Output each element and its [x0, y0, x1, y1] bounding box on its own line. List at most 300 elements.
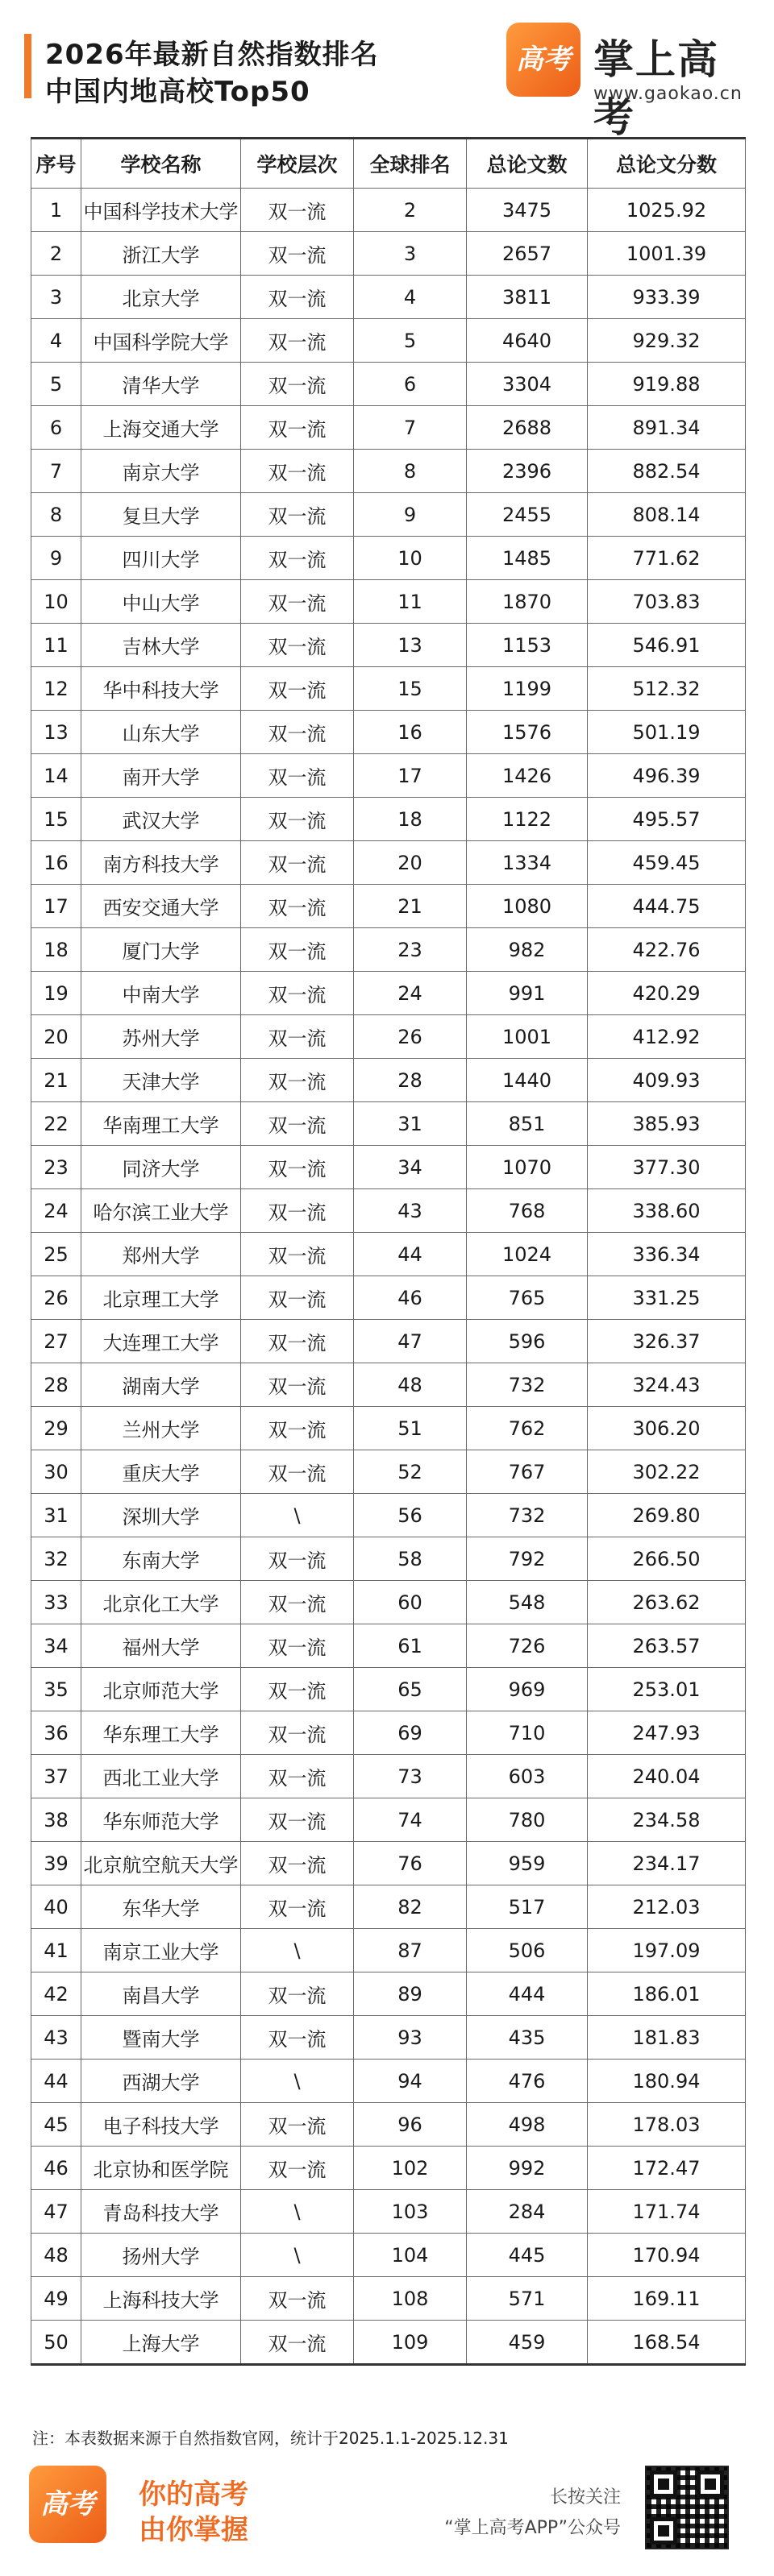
cell-rank: 49	[31, 2277, 81, 2321]
cell-rank: 43	[31, 2016, 81, 2060]
cell-school-name: 中国科学院大学	[81, 319, 241, 363]
cell-global-rank: 56	[354, 1494, 467, 1537]
table-row	[31, 2321, 746, 2365]
cell-level: \	[241, 2060, 354, 2103]
cell-level: 双一流	[241, 1842, 354, 1885]
cell-level: 双一流	[241, 1668, 354, 1711]
cell-paper-count: 1001	[467, 1015, 588, 1059]
cell-level: 双一流	[241, 1363, 354, 1407]
cell-paper-count: 548	[467, 1581, 588, 1624]
table-row	[31, 493, 746, 537]
cell-school-name: 南方科技大学	[81, 841, 241, 885]
cell-global-rank: 8	[354, 450, 467, 493]
table-row	[31, 928, 746, 972]
table-row	[31, 1581, 746, 1624]
cell-rank: 2	[31, 232, 81, 276]
cell-school-name: 南昌大学	[81, 1972, 241, 2016]
cell-paper-count: 517	[467, 1885, 588, 1929]
cell-rank: 31	[31, 1494, 81, 1537]
table-row	[31, 1972, 746, 2016]
cell-school-name: 厦门大学	[81, 928, 241, 972]
cell-paper-score: 269.80	[588, 1494, 746, 1537]
slogan-line-1: 你的高考	[139, 2479, 248, 2511]
table-row	[31, 972, 746, 1015]
cell-global-rank: 102	[354, 2147, 467, 2190]
cell-rank: 34	[31, 1624, 81, 1668]
cell-global-rank: 18	[354, 798, 467, 841]
cell-school-name: 华南理工大学	[81, 1102, 241, 1146]
cell-paper-count: 571	[467, 2277, 588, 2321]
cell-school-name: 扬州大学	[81, 2234, 241, 2277]
cell-paper-score: 444.75	[588, 885, 746, 928]
follow-account: “掌上高考APP”公众号	[444, 2518, 621, 2538]
cell-global-rank: 96	[354, 2103, 467, 2147]
table-row	[31, 189, 746, 232]
cell-paper-score: 306.20	[588, 1407, 746, 1450]
cell-rank: 25	[31, 1233, 81, 1276]
cell-rank: 28	[31, 1363, 81, 1407]
cell-rank: 38	[31, 1798, 81, 1842]
cell-global-rank: 24	[354, 972, 467, 1015]
table-row	[31, 667, 746, 711]
cell-paper-score: 168.54	[588, 2321, 746, 2365]
cell-paper-score: 324.43	[588, 1363, 746, 1407]
col-header-paper-count: 总论文数	[467, 139, 588, 189]
cell-paper-score: 891.34	[588, 406, 746, 450]
cell-school-name: 上海大学	[81, 2321, 241, 2365]
table-row	[31, 1798, 746, 1842]
footer-logo-icon: 高考	[29, 2466, 106, 2543]
cell-level: 双一流	[241, 1537, 354, 1581]
col-header-paper-score: 总论文分数	[588, 139, 746, 189]
cell-global-rank: 4	[354, 276, 467, 319]
cell-paper-count: 1199	[467, 667, 588, 711]
cell-school-name: 中南大学	[81, 972, 241, 1015]
cell-paper-count: 3811	[467, 276, 588, 319]
cell-paper-count: 732	[467, 1494, 588, 1537]
cell-global-rank: 87	[354, 1929, 467, 1972]
table-row	[31, 2277, 746, 2321]
table-header-row	[31, 139, 746, 189]
cell-paper-score: 240.04	[588, 1755, 746, 1798]
cell-global-rank: 16	[354, 711, 467, 754]
cell-paper-count: 3304	[467, 363, 588, 406]
cell-school-name: 山东大学	[81, 711, 241, 754]
cell-rank: 5	[31, 363, 81, 406]
cell-paper-count: 851	[467, 1102, 588, 1146]
cell-rank: 41	[31, 1929, 81, 1972]
cell-paper-count: 991	[467, 972, 588, 1015]
cell-rank: 13	[31, 711, 81, 754]
cell-global-rank: 20	[354, 841, 467, 885]
cell-paper-count: 1024	[467, 1233, 588, 1276]
cell-paper-score: 512.32	[588, 667, 746, 711]
cell-level: 双一流	[241, 1885, 354, 1929]
table-row	[31, 2234, 746, 2277]
cell-paper-score: 420.29	[588, 972, 746, 1015]
cell-paper-score: 331.25	[588, 1276, 746, 1320]
cell-paper-count: 2688	[467, 406, 588, 450]
cell-school-name: 南京工业大学	[81, 1929, 241, 1972]
cell-rank: 30	[31, 1450, 81, 1494]
cell-rank: 21	[31, 1059, 81, 1102]
table-row	[31, 1885, 746, 1929]
col-header-rank: 序号	[31, 139, 81, 189]
cell-paper-score: 771.62	[588, 537, 746, 580]
table-row	[31, 1146, 746, 1189]
cell-level: 双一流	[241, 537, 354, 580]
cell-school-name: 西湖大学	[81, 2060, 241, 2103]
cell-paper-count: 959	[467, 1842, 588, 1885]
cell-rank: 1	[31, 189, 81, 232]
cell-paper-count: 2396	[467, 450, 588, 493]
cell-rank: 23	[31, 1146, 81, 1189]
cell-school-name: 福州大学	[81, 1624, 241, 1668]
cell-school-name: 哈尔滨工业大学	[81, 1189, 241, 1233]
cell-paper-score: 929.32	[588, 319, 746, 363]
cell-level: 双一流	[241, 885, 354, 928]
ranking-table	[31, 137, 746, 2366]
page-subtitle: 中国内地高校Top50	[45, 76, 310, 108]
cell-school-name: 东华大学	[81, 1885, 241, 1929]
table-row	[31, 1015, 746, 1059]
cell-rank: 22	[31, 1102, 81, 1146]
cell-rank: 47	[31, 2190, 81, 2234]
cell-level: 双一流	[241, 1581, 354, 1624]
cell-paper-count: 445	[467, 2234, 588, 2277]
cell-school-name: 暨南大学	[81, 2016, 241, 2060]
cell-paper-score: 412.92	[588, 1015, 746, 1059]
cell-global-rank: 109	[354, 2321, 467, 2365]
cell-global-rank: 44	[354, 1233, 467, 1276]
cell-paper-count: 732	[467, 1363, 588, 1407]
cell-rank: 16	[31, 841, 81, 885]
table-row	[31, 2103, 746, 2147]
cell-paper-score: 181.83	[588, 2016, 746, 2060]
cell-level: 双一流	[241, 493, 354, 537]
table-row	[31, 1755, 746, 1798]
cell-paper-count: 710	[467, 1711, 588, 1755]
cell-level: 双一流	[241, 1015, 354, 1059]
cell-global-rank: 21	[354, 885, 467, 928]
col-header-school: 学校名称	[81, 139, 241, 189]
table-row	[31, 1929, 746, 1972]
cell-paper-count: 992	[467, 2147, 588, 2190]
table-body	[31, 189, 746, 2365]
cell-school-name: 上海交通大学	[81, 406, 241, 450]
cell-global-rank: 15	[354, 667, 467, 711]
cell-level: 双一流	[241, 798, 354, 841]
cell-rank: 24	[31, 1189, 81, 1233]
table-row	[31, 1537, 746, 1581]
cell-level: 双一流	[241, 711, 354, 754]
cell-global-rank: 73	[354, 1755, 467, 1798]
cell-school-name: 重庆大学	[81, 1450, 241, 1494]
cell-paper-score: 234.58	[588, 1798, 746, 1842]
cell-paper-score: 326.37	[588, 1320, 746, 1363]
cell-global-rank: 7	[354, 406, 467, 450]
cell-global-rank: 82	[354, 1885, 467, 1929]
cell-paper-count: 1576	[467, 711, 588, 754]
cell-rank: 15	[31, 798, 81, 841]
cell-level: 双一流	[241, 450, 354, 493]
cell-level: 双一流	[241, 841, 354, 885]
cell-school-name: 郑州大学	[81, 1233, 241, 1276]
cell-paper-count: 284	[467, 2190, 588, 2234]
cell-paper-count: 3475	[467, 189, 588, 232]
cell-rank: 45	[31, 2103, 81, 2147]
table-row	[31, 1494, 746, 1537]
cell-paper-count: 768	[467, 1189, 588, 1233]
cell-global-rank: 93	[354, 2016, 467, 2060]
cell-school-name: 北京协和医学院	[81, 2147, 241, 2190]
cell-global-rank: 61	[354, 1624, 467, 1668]
cell-paper-score: 882.54	[588, 450, 746, 493]
cell-global-rank: 76	[354, 1842, 467, 1885]
cell-paper-count: 1070	[467, 1146, 588, 1189]
cell-level: 双一流	[241, 319, 354, 363]
table-row	[31, 841, 746, 885]
cell-paper-score: 546.91	[588, 624, 746, 667]
cell-level: 双一流	[241, 1407, 354, 1450]
cell-school-name: 天津大学	[81, 1059, 241, 1102]
cell-global-rank: 17	[354, 754, 467, 798]
table-row	[31, 1189, 746, 1233]
cell-school-name: 华东理工大学	[81, 1711, 241, 1755]
cell-school-name: 西北工业大学	[81, 1755, 241, 1798]
cell-level: \	[241, 1494, 354, 1537]
cell-paper-count: 1426	[467, 754, 588, 798]
cell-paper-count: 1870	[467, 580, 588, 624]
table-row	[31, 711, 746, 754]
cell-level: 双一流	[241, 232, 354, 276]
cell-school-name: 北京师范大学	[81, 1668, 241, 1711]
cell-global-rank: 26	[354, 1015, 467, 1059]
cell-level: 双一流	[241, 2321, 354, 2365]
cell-rank: 3	[31, 276, 81, 319]
cell-level: 双一流	[241, 1711, 354, 1755]
cell-school-name: 四川大学	[81, 537, 241, 580]
cell-paper-score: 501.19	[588, 711, 746, 754]
cell-global-rank: 65	[354, 1668, 467, 1711]
cell-global-rank: 48	[354, 1363, 467, 1407]
cell-rank: 4	[31, 319, 81, 363]
table-row	[31, 885, 746, 928]
cell-paper-count: 444	[467, 1972, 588, 2016]
cell-level: 双一流	[241, 1189, 354, 1233]
cell-level: \	[241, 2234, 354, 2277]
qr-code-icon[interactable]	[645, 2466, 729, 2549]
cell-rank: 17	[31, 885, 81, 928]
cell-paper-count: 1334	[467, 841, 588, 885]
cell-paper-score: 212.03	[588, 1885, 746, 1929]
ranking-table-container	[31, 137, 745, 2366]
cell-paper-score: 933.39	[588, 276, 746, 319]
cell-rank: 14	[31, 754, 81, 798]
table-row	[31, 1450, 746, 1494]
col-header-level: 学校层次	[241, 139, 354, 189]
cell-rank: 29	[31, 1407, 81, 1450]
table-row	[31, 1407, 746, 1450]
cell-rank: 18	[31, 928, 81, 972]
cell-school-name: 上海科技大学	[81, 2277, 241, 2321]
cell-paper-count: 762	[467, 1407, 588, 1450]
cell-rank: 27	[31, 1320, 81, 1363]
cell-school-name: 中国科学技术大学	[81, 189, 241, 232]
cell-rank: 39	[31, 1842, 81, 1885]
cell-school-name: 清华大学	[81, 363, 241, 406]
table-row	[31, 624, 746, 667]
table-row	[31, 1320, 746, 1363]
cell-paper-count: 982	[467, 928, 588, 972]
cell-level: 双一流	[241, 1450, 354, 1494]
table-row	[31, 232, 746, 276]
cell-school-name: 南开大学	[81, 754, 241, 798]
cell-global-rank: 46	[354, 1276, 467, 1320]
cell-rank: 26	[31, 1276, 81, 1320]
cell-school-name: 深圳大学	[81, 1494, 241, 1537]
cell-paper-count: 767	[467, 1450, 588, 1494]
col-header-global-rank: 全球排名	[354, 139, 467, 189]
cell-rank: 10	[31, 580, 81, 624]
cell-paper-count: 603	[467, 1755, 588, 1798]
cell-rank: 40	[31, 1885, 81, 1929]
cell-rank: 6	[31, 406, 81, 450]
brand-url: www.gaokao.cn	[593, 84, 743, 104]
cell-level: 双一流	[241, 1624, 354, 1668]
cell-paper-score: 377.30	[588, 1146, 746, 1189]
cell-paper-count: 596	[467, 1320, 588, 1363]
table-row	[31, 1233, 746, 1276]
cell-paper-score: 808.14	[588, 493, 746, 537]
cell-level: 双一流	[241, 972, 354, 1015]
cell-level: 双一流	[241, 1059, 354, 1102]
cell-school-name: 武汉大学	[81, 798, 241, 841]
cell-paper-count: 4640	[467, 319, 588, 363]
cell-level: 双一流	[241, 580, 354, 624]
brand	[506, 23, 756, 141]
cell-school-name: 电子科技大学	[81, 2103, 241, 2147]
cell-paper-count: 1080	[467, 885, 588, 928]
cell-global-rank: 28	[354, 1059, 467, 1102]
cell-school-name: 苏州大学	[81, 1015, 241, 1059]
cell-level: 双一流	[241, 276, 354, 319]
cell-rank: 42	[31, 1972, 81, 2016]
cell-paper-score: 459.45	[588, 841, 746, 885]
cell-level: \	[241, 1929, 354, 1972]
cell-global-rank: 10	[354, 537, 467, 580]
cell-school-name: 浙江大学	[81, 232, 241, 276]
cell-paper-count: 1440	[467, 1059, 588, 1102]
cell-paper-score: 266.50	[588, 1537, 746, 1581]
cell-global-rank: 104	[354, 2234, 467, 2277]
table-row	[31, 319, 746, 363]
cell-school-name: 华东师范大学	[81, 1798, 241, 1842]
table-row	[31, 798, 746, 841]
cell-level: 双一流	[241, 2103, 354, 2147]
cell-paper-score: 338.60	[588, 1189, 746, 1233]
cell-paper-count: 969	[467, 1668, 588, 1711]
cell-global-rank: 58	[354, 1537, 467, 1581]
cell-global-rank: 5	[354, 319, 467, 363]
cell-rank: 35	[31, 1668, 81, 1711]
cell-paper-score: 186.01	[588, 1972, 746, 2016]
table-row	[31, 580, 746, 624]
table-row	[31, 276, 746, 319]
cell-level: 双一流	[241, 1798, 354, 1842]
cell-paper-count: 498	[467, 2103, 588, 2147]
cell-school-name: 吉林大学	[81, 624, 241, 667]
cell-global-rank: 108	[354, 2277, 467, 2321]
footer	[0, 2451, 774, 2576]
cell-paper-score: 336.34	[588, 1233, 746, 1276]
cell-school-name: 同济大学	[81, 1146, 241, 1189]
cell-school-name: 南京大学	[81, 450, 241, 493]
cell-level: 双一流	[241, 1320, 354, 1363]
table-row	[31, 406, 746, 450]
cell-rank: 32	[31, 1537, 81, 1581]
cell-paper-count: 459	[467, 2321, 588, 2365]
cell-global-rank: 3	[354, 232, 467, 276]
follow-prompt: 长按关注	[549, 2487, 621, 2508]
table-row	[31, 1668, 746, 1711]
cell-paper-score: 234.17	[588, 1842, 746, 1885]
table-row	[31, 537, 746, 580]
table-row	[31, 754, 746, 798]
cell-global-rank: 94	[354, 2060, 467, 2103]
cell-rank: 33	[31, 1581, 81, 1624]
table-row	[31, 1711, 746, 1755]
table-row	[31, 1624, 746, 1668]
cell-global-rank: 89	[354, 1972, 467, 2016]
cell-global-rank: 60	[354, 1581, 467, 1624]
cell-level: \	[241, 2190, 354, 2234]
cell-school-name: 青岛科技大学	[81, 2190, 241, 2234]
cell-paper-count: 435	[467, 2016, 588, 2060]
cell-level: 双一流	[241, 754, 354, 798]
cell-global-rank: 2	[354, 189, 467, 232]
cell-global-rank: 43	[354, 1189, 467, 1233]
table-row	[31, 1842, 746, 1885]
cell-level: 双一流	[241, 928, 354, 972]
cell-paper-count: 792	[467, 1537, 588, 1581]
cell-global-rank: 9	[354, 493, 467, 537]
table-row	[31, 363, 746, 406]
cell-paper-score: 171.74	[588, 2190, 746, 2234]
table-row	[31, 1102, 746, 1146]
cell-paper-score: 409.93	[588, 1059, 746, 1102]
cell-paper-score: 180.94	[588, 2060, 746, 2103]
cell-global-rank: 69	[354, 1711, 467, 1755]
cell-paper-count: 476	[467, 2060, 588, 2103]
cell-level: 双一流	[241, 363, 354, 406]
cell-level: 双一流	[241, 1102, 354, 1146]
cell-rank: 8	[31, 493, 81, 537]
cell-level: 双一流	[241, 2016, 354, 2060]
cell-paper-score: 703.83	[588, 580, 746, 624]
cell-global-rank: 11	[354, 580, 467, 624]
cell-paper-score: 197.09	[588, 1929, 746, 1972]
table-row	[31, 1276, 746, 1320]
cell-global-rank: 52	[354, 1450, 467, 1494]
cell-global-rank: 6	[354, 363, 467, 406]
cell-paper-score: 247.93	[588, 1711, 746, 1755]
cell-school-name: 东南大学	[81, 1537, 241, 1581]
cell-rank: 19	[31, 972, 81, 1015]
cell-school-name: 湖南大学	[81, 1363, 241, 1407]
cell-rank: 20	[31, 1015, 81, 1059]
cell-paper-count: 2657	[467, 232, 588, 276]
